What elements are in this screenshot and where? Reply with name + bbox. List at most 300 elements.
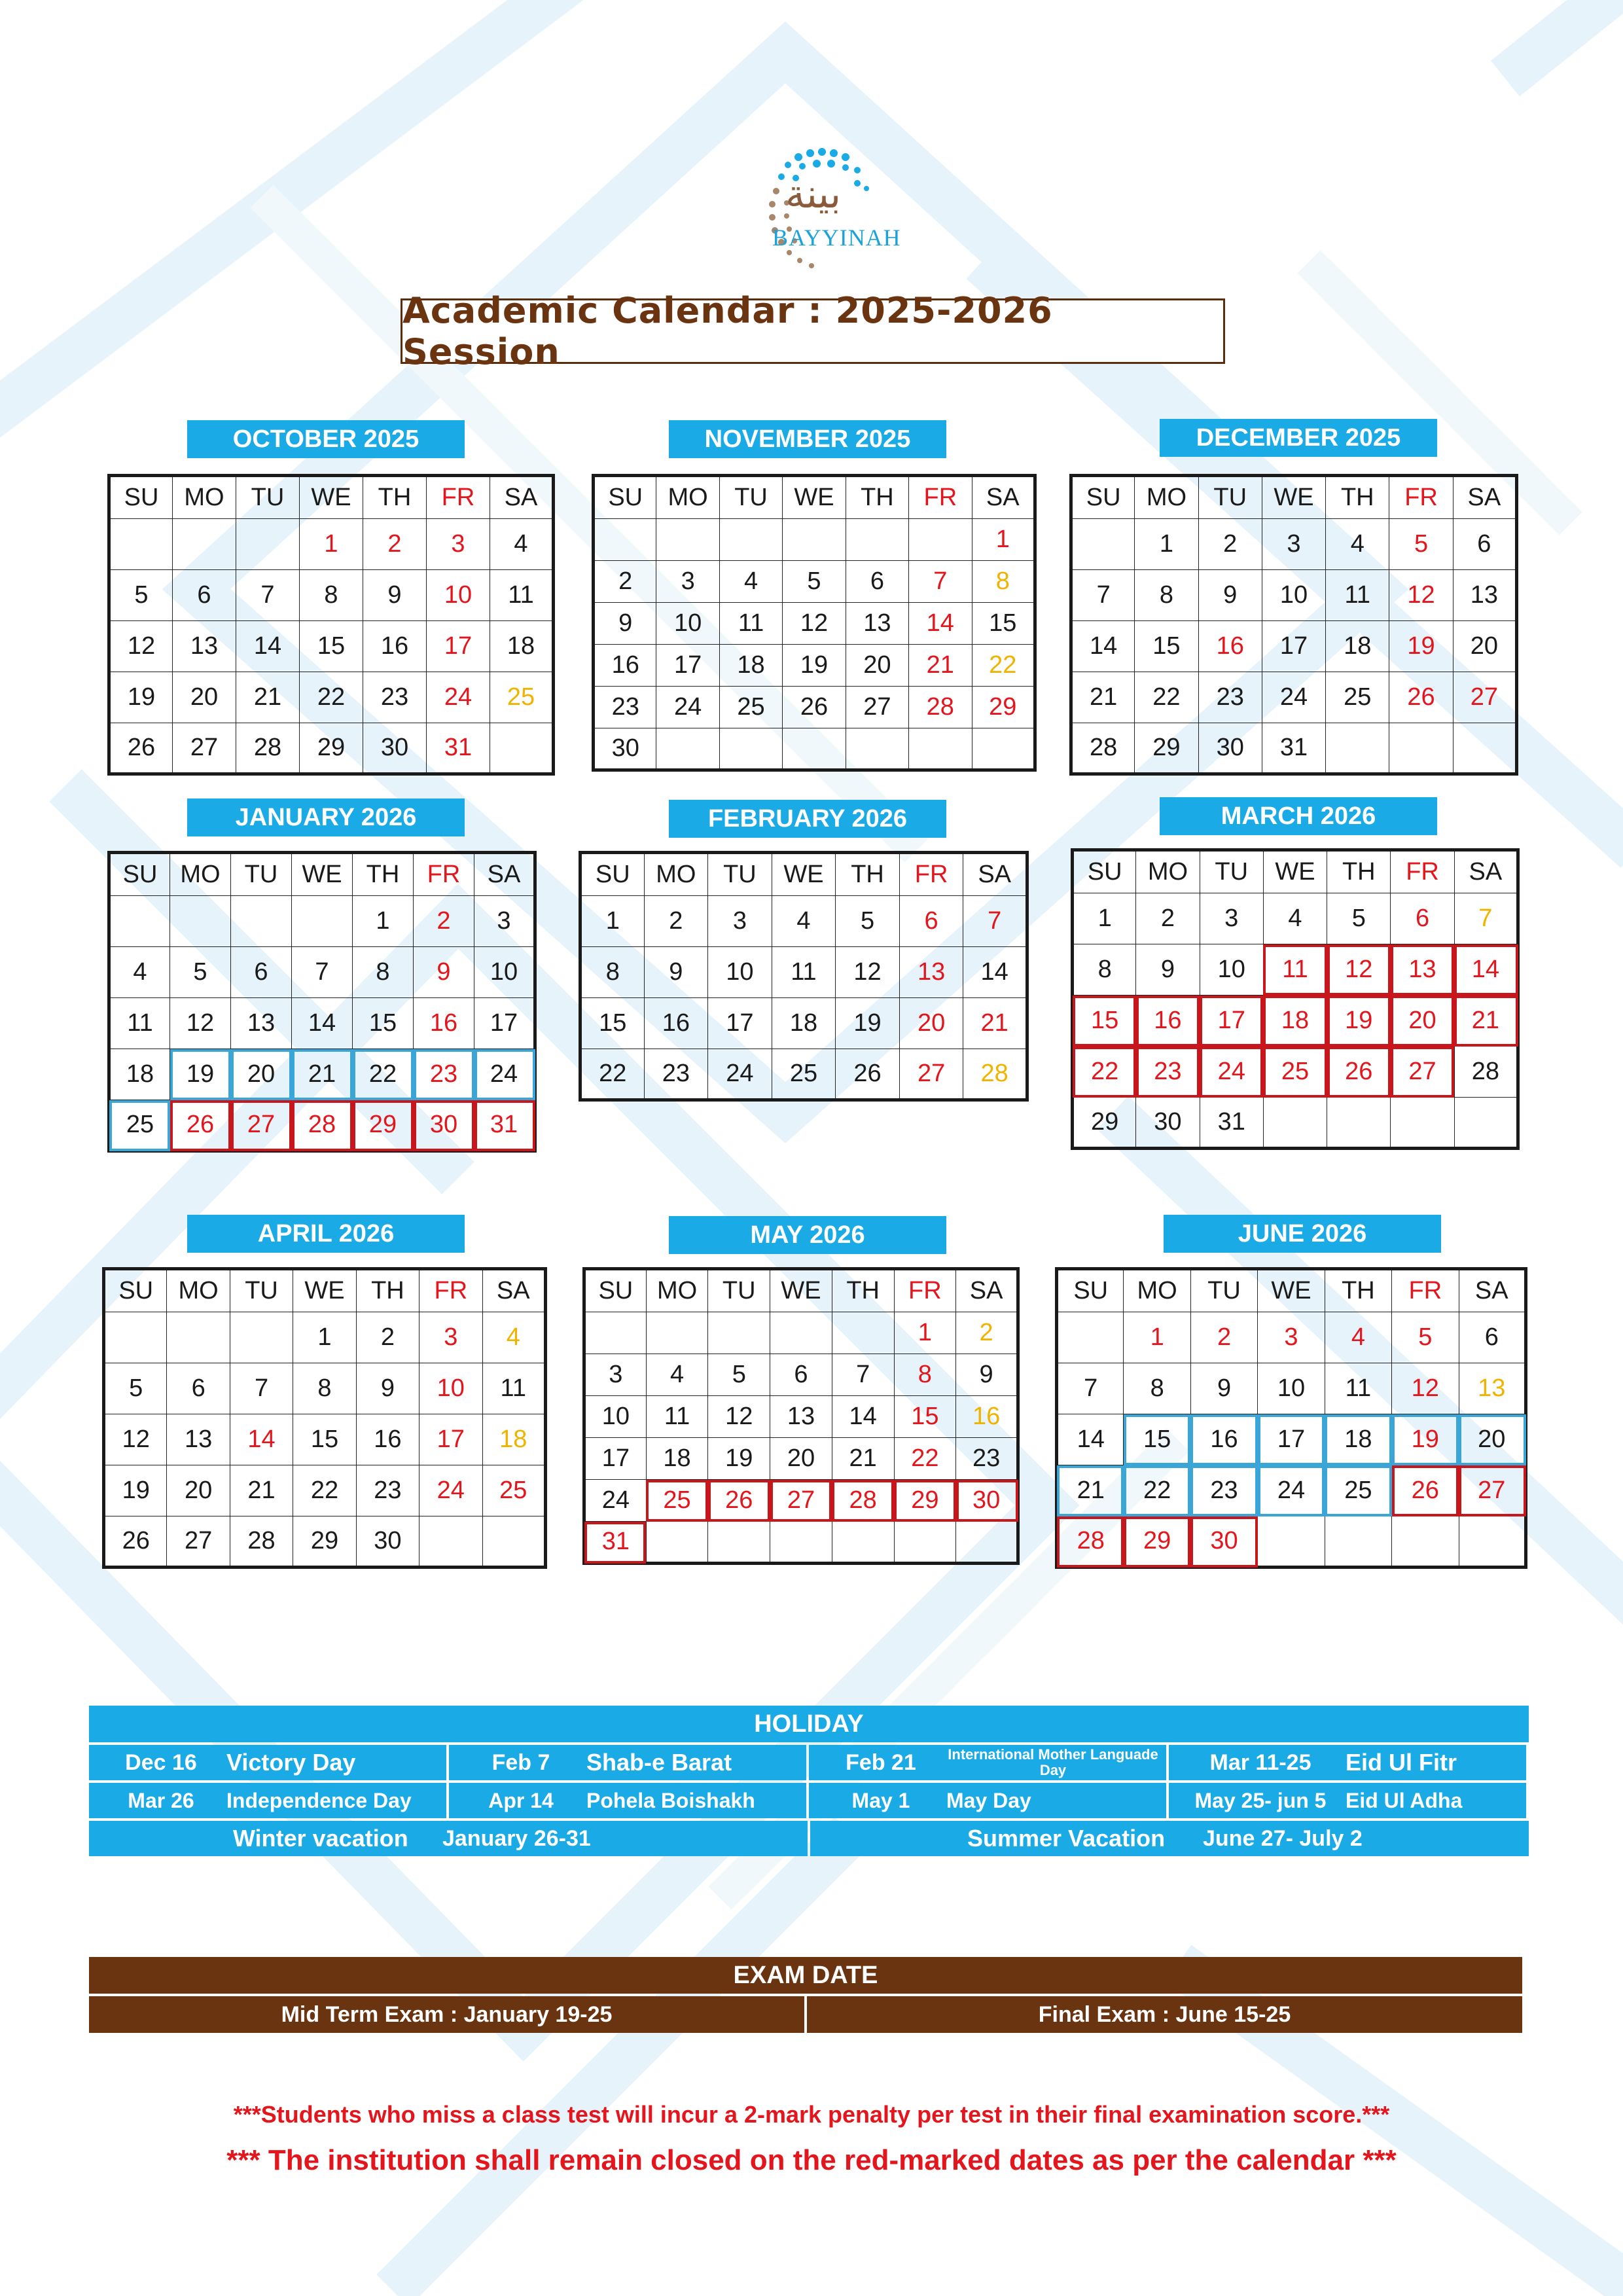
day-cell: 13 — [770, 1396, 832, 1438]
day-cell: 18 — [719, 645, 782, 687]
week-row — [584, 1354, 1018, 1396]
day-cell: 18 — [1263, 996, 1327, 1047]
day-cell: 18 — [490, 621, 554, 672]
day-cell: 27 — [846, 687, 908, 728]
weekday-label: SA — [482, 1269, 545, 1312]
day-cell: 1 — [353, 896, 414, 947]
week-row — [109, 998, 535, 1049]
day-cell: 6 — [231, 947, 292, 998]
day-cell: 26 — [783, 687, 846, 728]
day-cell: 21 — [236, 672, 300, 723]
weekday-label: SU — [1073, 850, 1136, 893]
holiday-date: May 1 — [851, 1788, 910, 1812]
day-cell — [783, 728, 846, 770]
weekday-label: MO — [170, 853, 231, 896]
day-cell: 23 — [1198, 672, 1262, 723]
day-cell: 16 — [414, 998, 474, 1049]
holiday-date: Dec 16 — [125, 1749, 197, 1775]
day-cell: 12 — [1392, 1363, 1459, 1414]
day-cell — [770, 1522, 832, 1564]
week-row — [594, 645, 1035, 687]
holiday-date: May 25- jun 5 — [1194, 1788, 1327, 1812]
day-cell: 25 — [772, 1049, 836, 1100]
day-cell: 26 — [170, 1100, 231, 1151]
day-cell: 1 — [894, 1312, 956, 1354]
day-cell: 2 — [363, 519, 427, 570]
day-cell: 16 — [956, 1396, 1018, 1438]
day-cell: 9 — [1190, 1363, 1257, 1414]
day-cell: 19 — [1327, 996, 1391, 1047]
day-cell: 1 — [300, 519, 363, 570]
day-cell: 27 — [770, 1480, 832, 1522]
day-cell: 15 — [1124, 1414, 1190, 1465]
day-cell: 23 — [956, 1438, 1018, 1480]
day-cell: 24 — [419, 1465, 482, 1516]
day-cell: 3 — [1262, 519, 1325, 570]
weekday-label: FR — [909, 476, 972, 519]
weekday-label: TU — [231, 853, 292, 896]
day-cell — [846, 519, 908, 561]
day-cell — [770, 1312, 832, 1354]
day-cell: 8 — [353, 947, 414, 998]
day-cell: 28 — [909, 687, 972, 728]
day-cell: 18 — [482, 1414, 545, 1465]
week-row — [1073, 893, 1518, 944]
week-row — [584, 1438, 1018, 1480]
day-cell — [230, 1312, 293, 1363]
day-cell: 4 — [646, 1354, 708, 1396]
weekday-label: WE — [783, 476, 846, 519]
day-cell: 6 — [770, 1354, 832, 1396]
day-cell: 12 — [836, 947, 900, 998]
day-cell: 2 — [644, 896, 708, 947]
day-cell: 22 — [972, 645, 1035, 687]
day-cell: 17 — [427, 621, 490, 672]
day-cell — [1263, 1098, 1327, 1149]
day-cell: 30 — [414, 1100, 474, 1151]
week-row — [109, 519, 554, 570]
month-title: DECEMBER 2025 — [1160, 419, 1437, 457]
day-cell: 6 — [167, 1363, 230, 1414]
day-cell: 29 — [293, 1516, 356, 1568]
day-cell: 27 — [1391, 1047, 1454, 1098]
exam-section — [89, 1957, 1522, 2033]
week-row — [1071, 570, 1517, 621]
day-cell — [1327, 1098, 1391, 1149]
day-cell — [173, 519, 236, 570]
holiday-name: Eid Ul Fitr — [1346, 1749, 1457, 1776]
week-row — [594, 728, 1035, 770]
day-cell: 7 — [292, 947, 353, 998]
page-title: Academic Calendar : 2025-2026 Session — [402, 290, 1053, 372]
day-cell — [719, 519, 782, 561]
day-cell: 10 — [1258, 1363, 1325, 1414]
holiday-item — [449, 1745, 806, 1780]
holiday-section — [89, 1706, 1529, 1856]
holiday-item — [1169, 1783, 1526, 1818]
holiday-row — [89, 1745, 1529, 1780]
day-cell: 27 — [231, 1100, 292, 1151]
day-cell: 17 — [419, 1414, 482, 1465]
weekday-label: FR — [1391, 850, 1454, 893]
day-cell: 28 — [1454, 1047, 1518, 1098]
weekday-label: SA — [1459, 1269, 1525, 1312]
day-cell: 29 — [1124, 1516, 1190, 1568]
day-cell: 30 — [1136, 1098, 1200, 1149]
closure-note: *** The institution shall remain closed on the red-marked dates as per the calendar *** — [226, 2144, 1397, 2176]
day-cell — [1453, 723, 1516, 774]
vacation-name: Summer Vacation — [967, 1825, 1166, 1852]
weekday-label: TH — [356, 1269, 419, 1312]
month-calendar — [579, 851, 1029, 1102]
week-row — [109, 947, 535, 998]
weekday-label: TU — [236, 476, 300, 519]
weekday-label: FR — [1389, 476, 1453, 519]
day-cell: 2 — [956, 1312, 1018, 1354]
week-row — [580, 1049, 1027, 1100]
day-cell: 17 — [474, 998, 535, 1049]
day-cell: 8 — [972, 561, 1035, 603]
day-cell: 10 — [474, 947, 535, 998]
day-cell: 11 — [109, 998, 170, 1049]
weekday-label: FR — [894, 1269, 956, 1312]
day-cell — [719, 728, 782, 770]
day-cell: 12 — [708, 1396, 770, 1438]
holiday-name: Victory Day — [226, 1749, 356, 1776]
week-row — [104, 1363, 546, 1414]
day-cell: 15 — [1073, 996, 1136, 1047]
day-cell — [708, 1312, 770, 1354]
weekday-header — [1057, 1269, 1526, 1312]
day-cell — [646, 1312, 708, 1354]
day-cell — [656, 519, 719, 561]
day-cell: 21 — [963, 998, 1027, 1049]
holiday-date: Apr 14 — [488, 1788, 554, 1812]
weekday-label: TH — [832, 1269, 894, 1312]
day-cell: 13 — [1453, 570, 1516, 621]
holiday-item — [809, 1783, 1166, 1818]
weekday-header — [104, 1269, 546, 1312]
holiday-name: International Mother Languade Day — [948, 1746, 1158, 1778]
day-cell — [909, 728, 972, 770]
day-cell: 21 — [832, 1438, 894, 1480]
day-cell — [109, 519, 173, 570]
day-cell: 15 — [894, 1396, 956, 1438]
holiday-date: Feb 7 — [491, 1749, 550, 1775]
day-cell: 23 — [414, 1049, 474, 1100]
weekday-header — [594, 476, 1035, 519]
day-cell: 3 — [584, 1354, 647, 1396]
day-cell: 1 — [1124, 1312, 1190, 1363]
day-cell: 22 — [894, 1438, 956, 1480]
day-cell: 15 — [1135, 621, 1198, 672]
weekday-header — [109, 853, 535, 896]
holiday-date: Mar 11-25 — [1209, 1749, 1311, 1775]
week-row — [109, 896, 535, 947]
day-cell: 14 — [230, 1414, 293, 1465]
day-cell: 15 — [293, 1414, 356, 1465]
weekday-label: SA — [1454, 850, 1518, 893]
month-title: FEBRUARY 2026 — [669, 800, 946, 838]
day-cell: 11 — [646, 1396, 708, 1438]
day-cell: 3 — [427, 519, 490, 570]
day-cell: 9 — [956, 1354, 1018, 1396]
day-cell: 24 — [1258, 1465, 1325, 1516]
day-cell: 9 — [1136, 944, 1200, 996]
day-cell: 31 — [474, 1100, 535, 1151]
day-cell: 16 — [1198, 621, 1262, 672]
weekday-label: SU — [109, 476, 173, 519]
day-cell: 10 — [419, 1363, 482, 1414]
month-title: MAY 2026 — [669, 1216, 946, 1254]
vacation-item — [89, 1821, 808, 1856]
week-row — [1073, 996, 1518, 1047]
final-exam: Final Exam : June 15-25 — [807, 1996, 1522, 2033]
week-row — [584, 1312, 1018, 1354]
day-cell: 12 — [170, 998, 231, 1049]
day-cell: 5 — [1392, 1312, 1459, 1363]
weekday-label: FR — [899, 853, 963, 896]
month-calendar — [107, 851, 537, 1153]
day-cell: 17 — [584, 1438, 647, 1480]
day-cell: 2 — [1190, 1312, 1257, 1363]
holiday-date: Mar 26 — [128, 1788, 194, 1812]
weekday-header — [109, 476, 554, 519]
weekday-label: TU — [719, 476, 782, 519]
day-cell: 20 — [1459, 1414, 1525, 1465]
day-cell: 1 — [293, 1312, 356, 1363]
holiday-name: Eid Ul Adha — [1346, 1788, 1463, 1812]
day-cell: 16 — [1190, 1414, 1257, 1465]
day-cell: 7 — [230, 1363, 293, 1414]
day-cell: 15 — [353, 998, 414, 1049]
day-cell: 13 — [1391, 944, 1454, 996]
day-cell: 20 — [167, 1465, 230, 1516]
day-cell: 25 — [1263, 1047, 1327, 1098]
day-cell — [1258, 1516, 1325, 1568]
day-cell: 25 — [1325, 1465, 1391, 1516]
day-cell — [1389, 723, 1453, 774]
day-cell: 27 — [1453, 672, 1516, 723]
day-cell: 4 — [719, 561, 782, 603]
day-cell: 6 — [1391, 893, 1454, 944]
day-cell: 8 — [1124, 1363, 1190, 1414]
weekday-label: MO — [173, 476, 236, 519]
brand-arabic: بينة — [785, 171, 842, 217]
day-cell: 16 — [356, 1414, 419, 1465]
day-cell: 17 — [1262, 621, 1325, 672]
day-cell: 18 — [109, 1049, 170, 1100]
day-cell: 25 — [109, 1100, 170, 1151]
day-cell — [1391, 1098, 1454, 1149]
weekday-header — [1073, 850, 1518, 893]
day-cell: 14 — [1057, 1414, 1124, 1465]
day-cell: 5 — [104, 1363, 167, 1414]
weekday-label: SA — [972, 476, 1035, 519]
day-cell: 22 — [300, 672, 363, 723]
day-cell: 28 — [832, 1480, 894, 1522]
day-cell: 22 — [580, 1049, 645, 1100]
weekday-label: TH — [1325, 1269, 1391, 1312]
week-row — [104, 1414, 546, 1465]
holiday-item — [1169, 1745, 1526, 1780]
day-cell: 17 — [708, 998, 772, 1049]
weekday-label: SU — [594, 476, 656, 519]
weekday-label: MO — [1136, 850, 1200, 893]
weekday-label: FR — [419, 1269, 482, 1312]
day-cell — [832, 1522, 894, 1564]
vacation-item — [810, 1821, 1529, 1856]
week-row — [1071, 672, 1517, 723]
day-cell: 30 — [363, 723, 427, 774]
day-cell — [783, 519, 846, 561]
day-cell: 1 — [1135, 519, 1198, 570]
day-cell: 29 — [300, 723, 363, 774]
day-cell: 28 — [230, 1516, 293, 1568]
day-cell: 19 — [783, 645, 846, 687]
week-row — [580, 998, 1027, 1049]
weekday-label: TU — [230, 1269, 293, 1312]
month-title: OCTOBER 2025 — [187, 420, 465, 458]
week-row — [584, 1480, 1018, 1522]
day-cell: 11 — [1325, 1363, 1391, 1414]
day-cell: 4 — [482, 1312, 545, 1363]
day-cell: 26 — [109, 723, 173, 774]
day-cell: 24 — [474, 1049, 535, 1100]
week-row — [594, 519, 1035, 561]
day-cell: 24 — [584, 1480, 647, 1522]
week-row — [109, 621, 554, 672]
day-cell: 26 — [836, 1049, 900, 1100]
week-row — [1057, 1516, 1526, 1568]
vacation-name: Winter vacation — [233, 1825, 408, 1852]
day-cell: 14 — [1454, 944, 1518, 996]
exam-title: EXAM DATE — [89, 1957, 1522, 1994]
day-cell — [419, 1516, 482, 1568]
week-row — [1057, 1414, 1526, 1465]
day-cell: 20 — [1453, 621, 1516, 672]
weekday-label: FR — [414, 853, 474, 896]
weekday-label: SA — [1453, 476, 1516, 519]
day-cell: 28 — [292, 1100, 353, 1151]
day-cell: 3 — [419, 1312, 482, 1363]
day-cell: 11 — [490, 570, 554, 621]
day-cell: 25 — [482, 1465, 545, 1516]
week-row — [109, 570, 554, 621]
holiday-item — [89, 1783, 446, 1818]
weekday-label: MO — [167, 1269, 230, 1312]
day-cell — [1392, 1516, 1459, 1568]
day-cell — [109, 896, 170, 947]
day-cell: 21 — [1071, 672, 1135, 723]
day-cell: 21 — [909, 645, 972, 687]
day-cell: 16 — [594, 645, 656, 687]
day-cell: 2 — [1198, 519, 1262, 570]
day-cell: 20 — [846, 645, 908, 687]
month-title: MARCH 2026 — [1160, 797, 1437, 835]
day-cell: 16 — [363, 621, 427, 672]
day-cell: 28 — [236, 723, 300, 774]
day-cell: 19 — [1389, 621, 1453, 672]
day-cell: 8 — [300, 570, 363, 621]
day-cell: 5 — [708, 1354, 770, 1396]
day-cell: 23 — [356, 1465, 419, 1516]
day-cell: 9 — [1198, 570, 1262, 621]
week-row — [1071, 621, 1517, 672]
day-cell: 22 — [353, 1049, 414, 1100]
day-cell: 20 — [1391, 996, 1454, 1047]
day-cell: 9 — [414, 947, 474, 998]
month-title: JANUARY 2026 — [187, 798, 465, 836]
week-row — [1073, 1047, 1518, 1098]
week-row — [109, 672, 554, 723]
weekday-label: TU — [708, 1269, 770, 1312]
day-cell: 6 — [846, 561, 908, 603]
day-cell: 12 — [783, 603, 846, 645]
day-cell: 31 — [1262, 723, 1325, 774]
day-cell: 8 — [293, 1363, 356, 1414]
month-calendar — [102, 1267, 547, 1569]
day-cell: 23 — [1190, 1465, 1257, 1516]
day-cell: 8 — [1135, 570, 1198, 621]
day-cell: 25 — [646, 1480, 708, 1522]
day-cell — [584, 1312, 647, 1354]
vacation-dates: January 26-31 — [442, 1825, 591, 1851]
day-cell: 13 — [899, 947, 963, 998]
day-cell: 17 — [656, 645, 719, 687]
day-cell: 3 — [708, 896, 772, 947]
day-cell: 1 — [580, 896, 645, 947]
week-row — [594, 687, 1035, 728]
day-cell: 28 — [963, 1049, 1027, 1100]
month-calendar — [582, 1267, 1020, 1565]
week-row — [594, 603, 1035, 645]
weekday-label: SU — [584, 1269, 647, 1312]
day-cell — [1459, 1516, 1525, 1568]
day-cell: 26 — [1327, 1047, 1391, 1098]
weekday-label: TH — [1327, 850, 1391, 893]
day-cell: 7 — [963, 896, 1027, 947]
holiday-name: Independence Day — [226, 1788, 412, 1812]
day-cell: 15 — [972, 603, 1035, 645]
day-cell: 23 — [594, 687, 656, 728]
day-cell: 5 — [1327, 893, 1391, 944]
weekday-label: TU — [1190, 1269, 1257, 1312]
holiday-item — [449, 1783, 806, 1818]
day-cell: 18 — [772, 998, 836, 1049]
day-cell — [646, 1522, 708, 1564]
weekday-label: MO — [646, 1269, 708, 1312]
day-cell: 20 — [770, 1438, 832, 1480]
day-cell: 14 — [832, 1396, 894, 1438]
day-cell: 7 — [832, 1354, 894, 1396]
day-cell: 19 — [708, 1438, 770, 1480]
day-cell: 11 — [719, 603, 782, 645]
day-cell: 24 — [708, 1049, 772, 1100]
day-cell: 30 — [1198, 723, 1262, 774]
week-row — [109, 1100, 535, 1151]
day-cell — [1326, 723, 1389, 774]
day-cell — [490, 723, 554, 774]
holiday-name: Pohela Boishakh — [586, 1788, 755, 1812]
day-cell: 7 — [236, 570, 300, 621]
day-cell — [594, 519, 656, 561]
week-row — [1057, 1465, 1526, 1516]
penalty-note: ***Students who miss a class test will incur a 2-mark penalty per test in their final examination score.*** — [233, 2101, 1390, 2128]
day-cell: 9 — [594, 603, 656, 645]
week-row — [594, 561, 1035, 603]
day-cell: 13 — [846, 603, 908, 645]
